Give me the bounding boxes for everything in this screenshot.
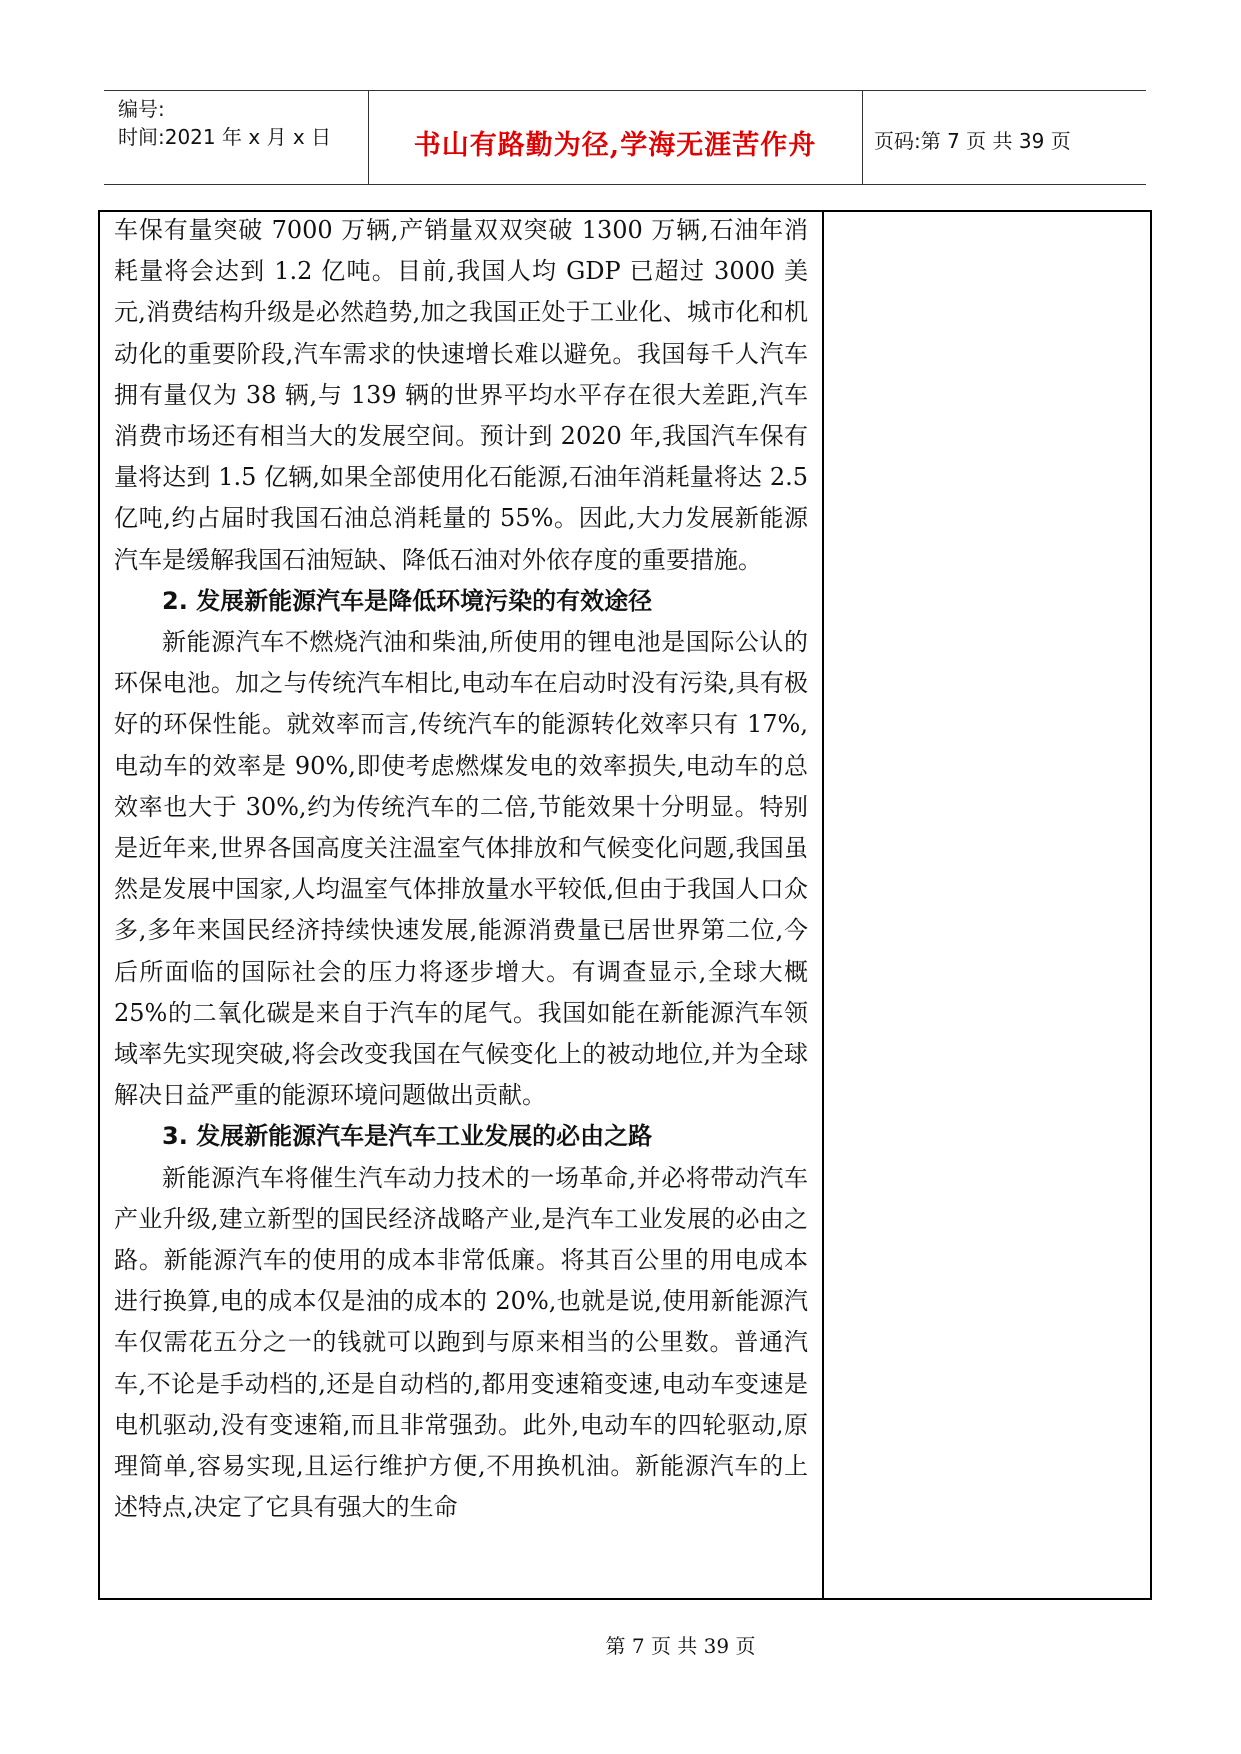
paragraph-continued: 车保有量突破 7000 万辆,产销量双双突破 1300 万辆,石油年消耗量将会达到 1.2 亿吨。目前,我国人均 GDP 已超过 3000 美元,消费结构升级是必然趋势,加之我国正处于工业化、城市化和机动化的重要阶段,汽车需求的快速增长难以避免。我国每千人汽车拥有量仅为 38 辆,与 139 辆的世界平均水平存在很大差距,汽车消费市场还有相当大的发展空间。预计到 2020 年,我国汽车保有量将达到 1.5 亿辆,如果全部使用化石能源,石油年消耗量将达 2.5 亿吨,约占届时我国石油总消耗量的 55%。因此,大力发展新能源汽车是缓解我国石油短缺、降低石油对外依存度的重要措施。 — [114, 216, 808, 574]
paragraph-section-2: 新能源汽车不燃烧汽油和柴油,所使用的锂电池是国际公认的环保电池。加之与传统汽车相比,电动车在启动时没有污染,具有极好的环保性能。就效率而言,传统汽车的能源转化效率只有 17%,电动车的效率是 90%,即使考虑燃煤发电的效率损失,电动车的总效率也大于 30%,约为传统汽车的二倍,节能效果十分明显。特别是近年来,世界各国高度关注温室气体排放和气候变化问题,我国虽然是发展中国家,人均温室气体排放量水平较低,但由于我国人口众多,多年来国民经济持续快速发展,能源消费量已居世界第二位,今后所面临的国际社会的压力将逐步增大。有调查显示,全球大概 25%的二氧化碳是来自于汽车的尾气。我国如能在新能源汽车领域率先实现突破,将会改变我国在气候变化上的被动地位,并为全球解决日益严重的能源环境问题做出贡献。 — [114, 628, 808, 1110]
paragraph-section-3: 新能源汽车将催生汽车动力技术的一场革命,并必将带动汽车产业升级,建立新型的国民经济战略产业,是汽车工业发展的必由之路。新能源汽车的使用的成本非常低廉。将其百公里的用电成本进行换算,电的成本仅是油的成本的 20%,也就是说,使用新能源汽车仅需花五分之一的钱就可以跑到与原来相当的公里数。普通汽车,不论是手动档的,还是自动档的,都用变速箱变速,电动车变速是电机驱动,没有变速箱,而且非常强劲。此外,电动车的四轮驱动,原理简单,容易实现,且运行维护方便,不用换机油。新能源汽车的上述特点,决定了它具有强大的生命 — [114, 1163, 808, 1522]
header-page-cell — [862, 91, 1146, 184]
header-motto-cell — [368, 91, 863, 184]
notes-column — [824, 212, 1150, 1598]
document-time-label: 时间:2021 年 x 月 x 日 — [118, 125, 332, 149]
header-page-label: 页码:第 7 页 共 39 页 — [874, 129, 1071, 153]
main-text-column — [100, 212, 824, 1598]
header-left-cell — [104, 91, 369, 184]
section-heading-3: 3. 发展新能源汽车是汽车工业发展的必由之路 — [162, 1122, 653, 1151]
header-motto: 书山有路勤为径,学海无涯苦作舟 — [413, 130, 817, 161]
page-footer: 第 7 页 共 39 页 — [605, 1634, 756, 1658]
content-table — [98, 210, 1152, 1600]
section-heading-2: 2. 发展新能源汽车是降低环境污染的有效途径 — [162, 586, 653, 615]
page-header — [104, 90, 1146, 185]
document-number-label: 编号: — [118, 97, 165, 121]
